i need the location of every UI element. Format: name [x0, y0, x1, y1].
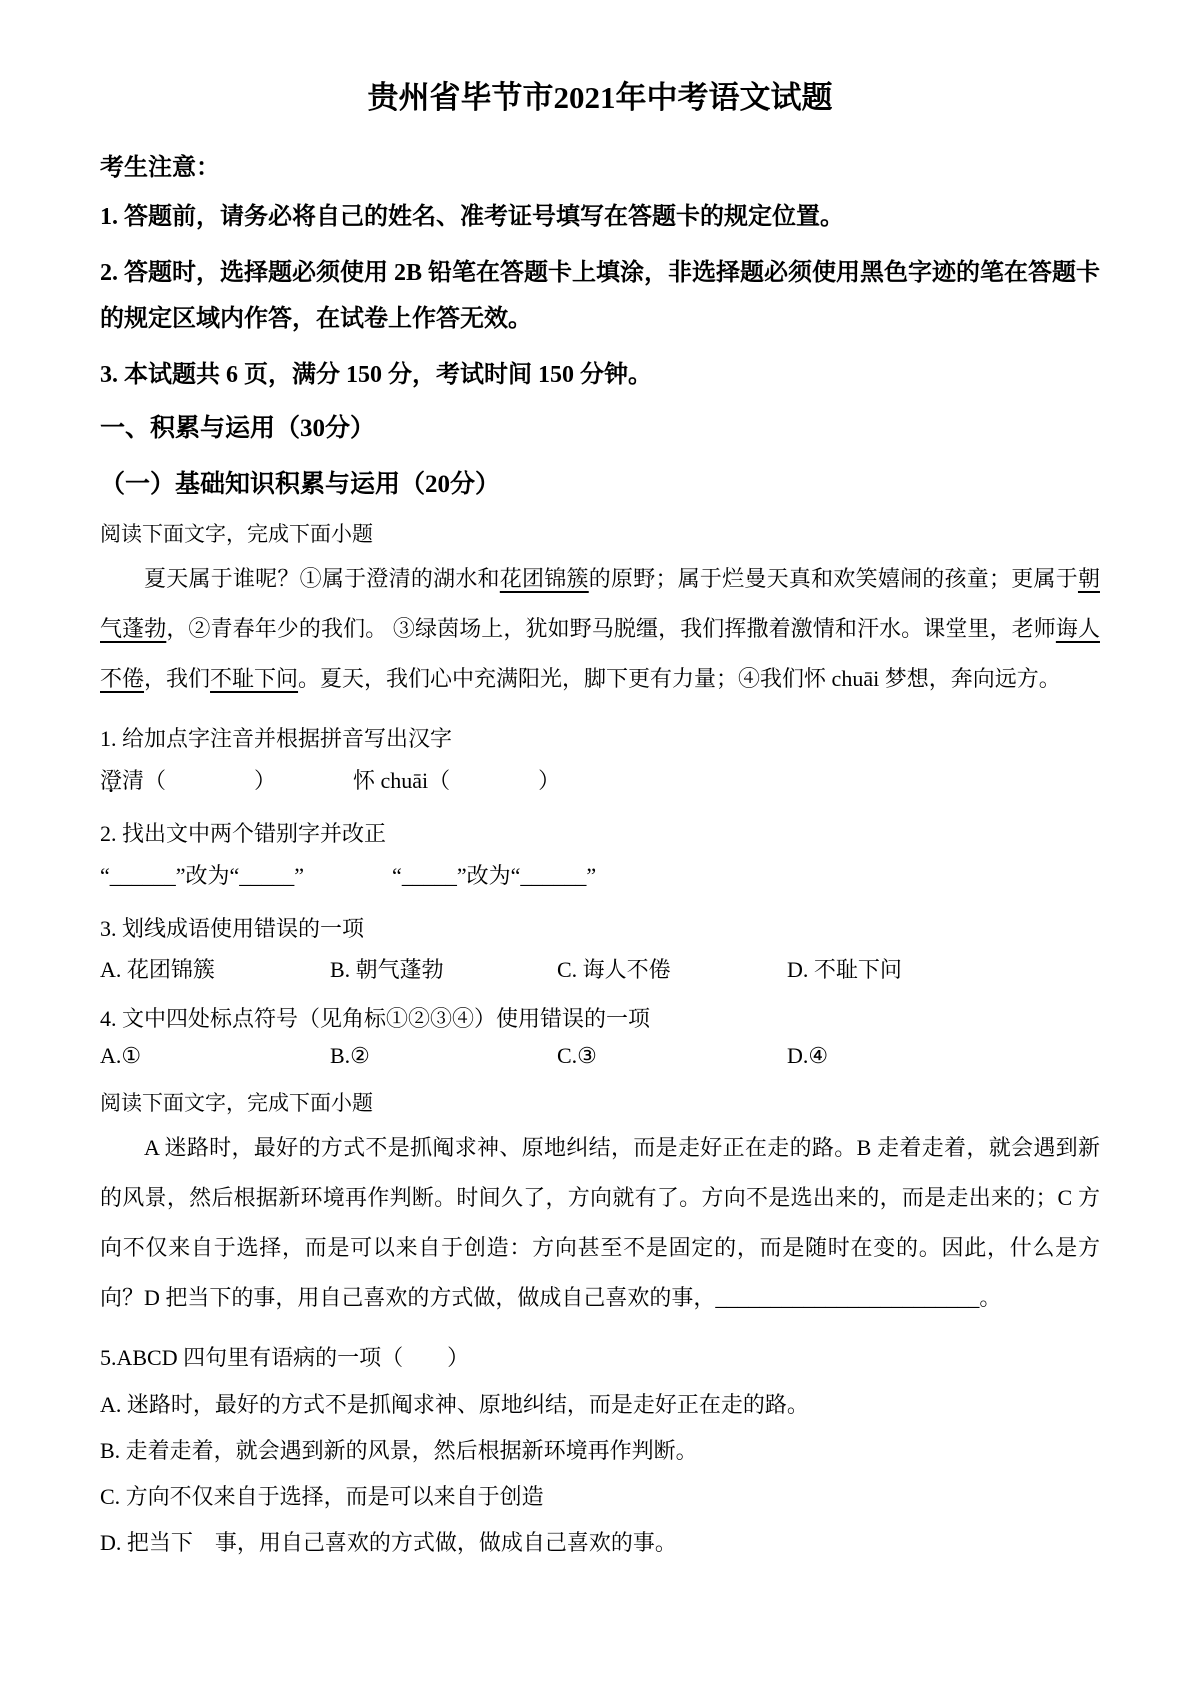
text-segment: 的原野；属于烂曼天真和欢笑嬉闹的孩童；更属于	[588, 566, 1078, 591]
text-segment: ，我们	[144, 666, 211, 691]
q4-option-a: A.①	[100, 1043, 142, 1068]
reading1-passage	[100, 554, 1100, 704]
section-1-subheading: （一）基础知识积累与运用（20分）	[100, 471, 501, 498]
q4-stem: 4. 文中四处标点符号（见角标①②③④）使用错误的一项	[100, 1006, 651, 1031]
text-segment: 。夏天，我们心中充满阳光，脚下更有力量；④我们怀 chuāi 梦想，奔向远方。	[298, 666, 1061, 691]
underlined-idiom: 花团锦簇	[499, 566, 589, 591]
q3-option-d: D. 不耻下问	[787, 957, 902, 982]
notice-item-2: 2. 答题时，选择题必须使用 2B 铅笔在答题卡上填涂，非选择题必须使用黑色字迹的笔在答题卡的规定区域内作答，在试卷上作答无效。	[100, 260, 1101, 332]
q5-option-d: D. 把当下 事，用自己喜欢的方式做，做成自己喜欢的事。	[100, 1530, 677, 1555]
q3-option-b: B. 朝气蓬勃	[330, 957, 444, 982]
q4-option-d: D.④	[787, 1043, 829, 1068]
q5-option-b: B. 走着走着，就会遇到新的风景，然后根据新环境再作判断。	[100, 1438, 698, 1463]
q3-options-row	[100, 953, 1100, 984]
reading1-intro: 阅读下面文字，完成下面小题	[100, 522, 373, 546]
underlined-idiom: 不耻下问	[210, 666, 299, 691]
q5-stem: 5.ABCD 四句里有语病的一项（ ）	[100, 1345, 470, 1370]
underlined-idiom: 朝气蓬勃	[100, 566, 1100, 641]
question-1	[100, 722, 1100, 799]
q3-option-c: C. 诲人不倦	[557, 957, 671, 982]
text-segment: 清（ ） 怀 chuāi（ ）	[122, 768, 561, 793]
question-3	[100, 912, 1100, 984]
text-segment: 夏天属于谁呢？①属于澄清的湖水和	[144, 566, 500, 591]
dotted-char: 澄	[100, 768, 123, 793]
question-5	[100, 1341, 1100, 1566]
text-segment: ，②青春年少的我们。 ③绿茵场上，犹如野马脱缰，我们挥撒着激情和汗水。课堂里，老师	[166, 616, 1056, 641]
q5-option-a: A. 迷路时，最好的方式不是抓阄求神、原地纠结，而是走好正在走的路。	[100, 1392, 809, 1417]
q3-stem: 3. 划线成语使用错误的一项	[100, 916, 365, 941]
notice-item-1: 1. 答题前，请务必将自己的姓名、准考证号填写在答题卡的规定位置。	[100, 204, 844, 230]
text-segment: A 迷路时，最好的方式不是抓阄求神、原地纠结，而是走好正在走的路。B 走着走着，就会遇到新的风景，然后根据新环境再作判断。时间久了，方向就有了。方向不是选出来的，而是走出来的；C 方向不仅来自于选择，而是可以来自于创造：方向甚至不是固定的，而是随时在变的。因此，什么是方向？D 把当下的事，用自己喜欢的方式做，做成自己喜欢的事，________________________。	[100, 1135, 1100, 1310]
notice-heading: 考生注意：	[100, 155, 220, 181]
question-4	[100, 1002, 1100, 1069]
q1-stem: 1. 给加点字注音并根据拼音写出汉字	[100, 726, 453, 751]
q4-option-b: B.②	[330, 1043, 370, 1068]
q5-option-c: C. 方向不仅来自于选择，而是可以来自于创造	[100, 1484, 544, 1509]
q2-answer-line: “______”改为“_____” “_____”改为“______”	[100, 863, 597, 888]
reading2-intro: 阅读下面文字，完成下面小题	[100, 1091, 373, 1115]
q2-stem: 2. 找出文中两个错别字并改正	[100, 821, 387, 846]
q4-option-c: C.③	[557, 1043, 597, 1068]
section-1-heading: 一、积累与运用（30分）	[100, 415, 376, 442]
q1-answer-line	[100, 763, 1100, 799]
reading2-passage	[100, 1123, 1100, 1323]
page-title: 贵州省毕节市2021年中考语文试题	[367, 80, 833, 115]
q3-option-a: A. 花团锦簇	[100, 957, 215, 982]
q4-options-row	[100, 1043, 1100, 1069]
underlined-idiom: 诲人不倦	[100, 616, 1100, 691]
notice-item-3: 3. 本试题共 6 页，满分 150 分，考试时间 150 分钟。	[100, 362, 652, 388]
question-2	[100, 817, 1100, 894]
